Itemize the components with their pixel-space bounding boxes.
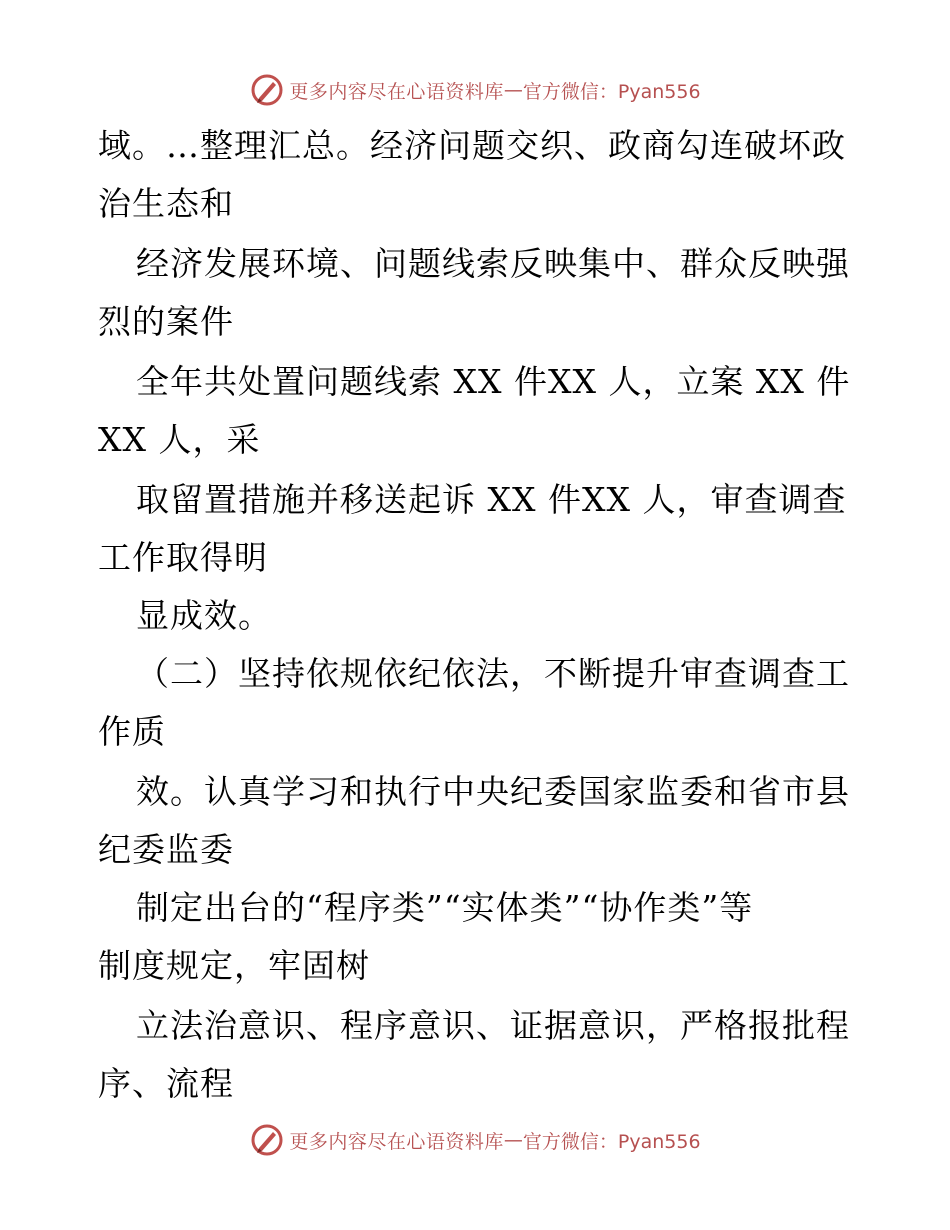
text-line: 制度规定，牢固树 — [98, 946, 370, 985]
text-line: 烈的案件 — [98, 302, 234, 341]
text-line: XX 人，采 — [98, 420, 261, 459]
text-line: 经济发展环境、问题线索反映集中、群众反映强 — [136, 244, 850, 283]
text-line: 立法治意识、程序意识、证据意识，严格报批程 — [136, 1006, 850, 1045]
text-line: 作质 — [98, 712, 166, 751]
text-line: 域。…整理汇总。经济问题交织、政商勾连破坏政 — [98, 126, 846, 165]
text-line: 治生态和 — [98, 184, 234, 223]
watermark-text: 更多内容尽在心语资料库 — [289, 80, 504, 103]
text-line: 显成效。 — [136, 596, 272, 635]
watermark-wechat: 官方微信：Pyan556 — [522, 1130, 701, 1153]
watermark-wechat: 官方微信：Pyan556 — [522, 80, 701, 103]
text-line: 取留置措施并移送起诉 XX 件XX 人，审查调查 — [136, 480, 847, 519]
pen-logo-icon — [249, 1122, 285, 1158]
watermark-separator: — — [503, 1129, 523, 1151]
text-line: 全年共处置问题线索 XX 件XX 人，立案 XX 件 — [136, 362, 851, 401]
text-line: 效。认真学习和执行中央纪委国家监委和省市县 — [136, 772, 850, 811]
watermark-text: 更多内容尽在心语资料库 — [289, 1130, 504, 1153]
watermark-separator: — — [503, 79, 523, 101]
text-line: 工作取得明 — [98, 538, 268, 577]
text-line: 制定出台的“程序类”“实体类”“协作类”等 — [136, 888, 754, 927]
text-line: 序、流程 — [98, 1064, 234, 1103]
footer-watermark — [0, 1120, 950, 1160]
text-line: 纪委监委 — [98, 830, 234, 869]
section-heading: （二）坚持依规依纪依法，不断提升审查调查工 — [136, 654, 850, 693]
